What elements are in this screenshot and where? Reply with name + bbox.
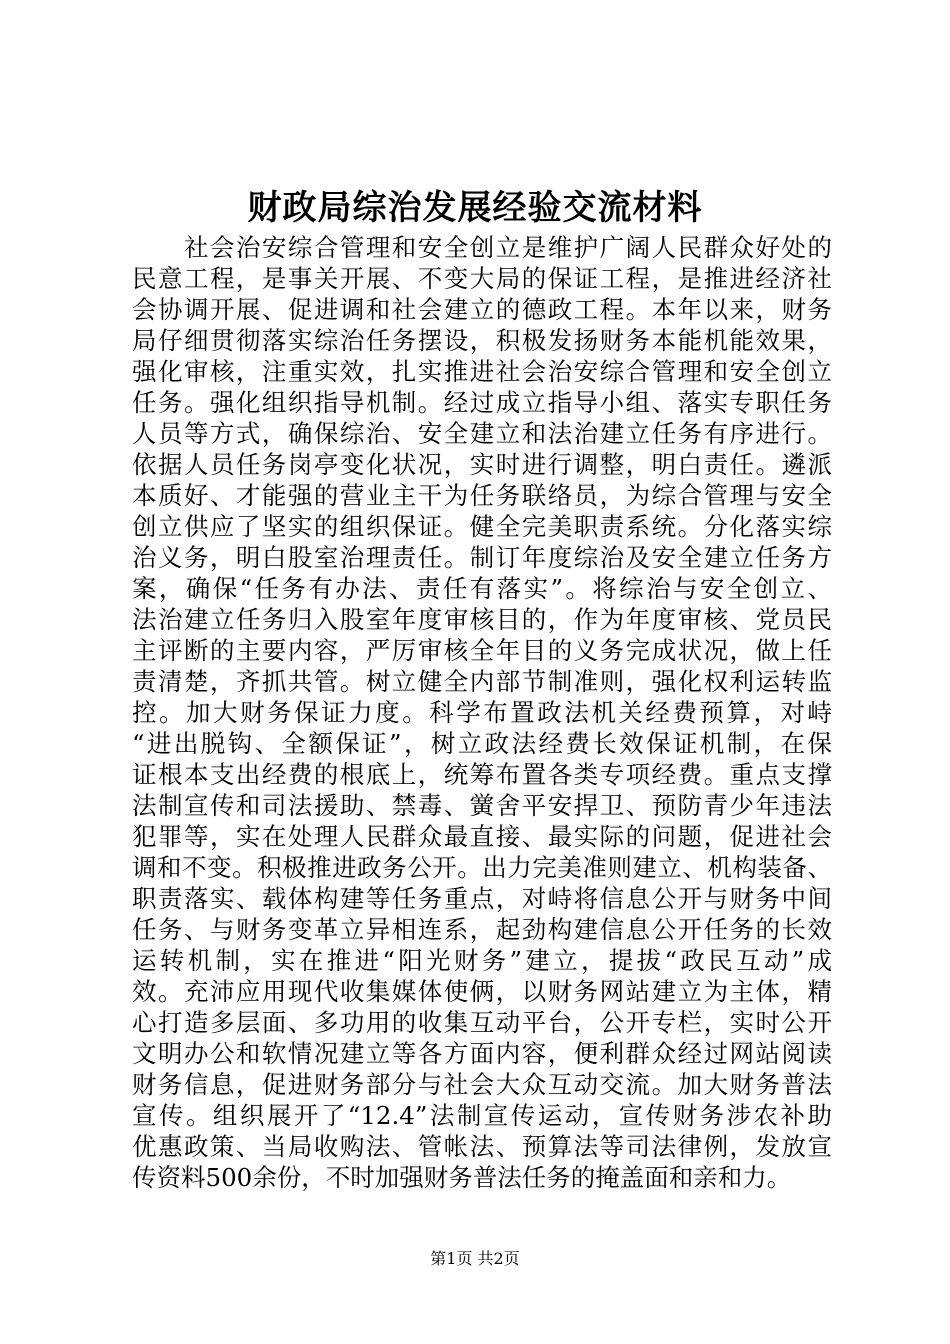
body-line: 人员等方式，确保综治、安全建立和法治建立任务有序进行。	[132, 419, 832, 448]
body-line: 法治建立任务归入股室年度审核目的，作为年度审核、党员民	[132, 605, 832, 634]
body-line: 局仔细贯彻落实综治任务摆设，积极发扬财务本能机能效果，	[132, 326, 832, 355]
body-line: 本质好、才能强的营业主干为任务联络员，为综合管理与安全	[132, 481, 832, 510]
body-line: 社会治安综合管理和安全创立是维护广阔人民群众好处的	[132, 233, 832, 262]
body-line: 证根本支出经费的根底上，统筹布置各类专项经费。重点支撑	[132, 760, 832, 789]
body-line: 职责落实、载体构建等任务重点，对峙将信息公开与财务中间	[132, 884, 832, 913]
body-line: 宣传。组织展开了“12.4”法制宣传运动，宣传财务涉农补助	[132, 1101, 832, 1130]
document-title: 财政局综治发展经验交流材料	[247, 188, 703, 228]
page-footer: 第1页 共2页	[430, 1249, 520, 1268]
document-body	[132, 232, 832, 1193]
body-line: 犯罪等，实在处理人民群众最直接、最实际的问题，促进社会	[132, 822, 832, 851]
body-line: 文明办公和软情况建立等各方面内容，便利群众经过网站阅读	[132, 1039, 832, 1068]
body-line: 控。加大财务保证力度。科学布置政法机关经费预算，对峙	[132, 698, 832, 727]
body-line: “进出脱钩、全额保证”，树立政法经费长效保证机制，在保	[132, 729, 832, 758]
body-line: 任务。强化组织指导机制。经过成立指导小组、落实专职任务	[132, 388, 832, 417]
body-line: 案，确保“任务有办法、责任有落实”。将综治与安全创立、	[132, 574, 832, 603]
body-line: 责清楚，齐抓共管。树立健全内部节制准则，强化权利运转监	[132, 667, 832, 696]
body-line: 会协调开展、促进调和社会建立的德政工程。本年以来，财务	[132, 295, 832, 324]
body-line: 传资料500余份，不时加强财务普法任务的掩盖面和亲和力。	[132, 1163, 792, 1192]
body-line: 依据人员任务岗亭变化状况，实时进行调整，明白责任。遴派	[132, 450, 832, 479]
body-line: 强化审核，注重实效，扎实推进社会治安综合管理和安全创立	[132, 357, 832, 386]
body-line: 治义务，明白股室治理责任。制订年度综治及安全建立任务方	[132, 543, 832, 572]
body-line: 优惠政策、当局收购法、管帐法、预算法等司法律例，发放宣	[132, 1132, 832, 1161]
body-line: 心打造多层面、多功用的收集互动平台，公开专栏，实时公开	[132, 1008, 832, 1037]
body-line: 民意工程，是事关开展、不变大局的保证工程，是推进经济社	[132, 264, 832, 293]
body-line: 主评断的主要内容，严厉审核全年目的义务完成状况，做上任	[132, 636, 832, 665]
body-line: 运转机制，实在推进“阳光财务”建立，提拔“政民互动”成	[132, 946, 832, 975]
body-line: 任务、与财务变革立异相连系，起劲构建信息公开任务的长效	[132, 915, 832, 944]
body-line: 创立供应了坚实的组织保证。健全完美职责系统。分化落实综	[132, 512, 832, 541]
body-line: 调和不变。积极推进政务公开。出力完美准则建立、机构装备、	[132, 853, 832, 882]
body-line: 效。充沛应用现代收集媒体使俩，以财务网站建立为主体，精	[132, 977, 832, 1006]
body-line: 法制宣传和司法援助、禁毒、黉舍平安捍卫、预防青少年违法	[132, 791, 832, 820]
body-line: 财务信息，促进财务部分与社会大众互动交流。加大财务普法	[132, 1070, 832, 1099]
